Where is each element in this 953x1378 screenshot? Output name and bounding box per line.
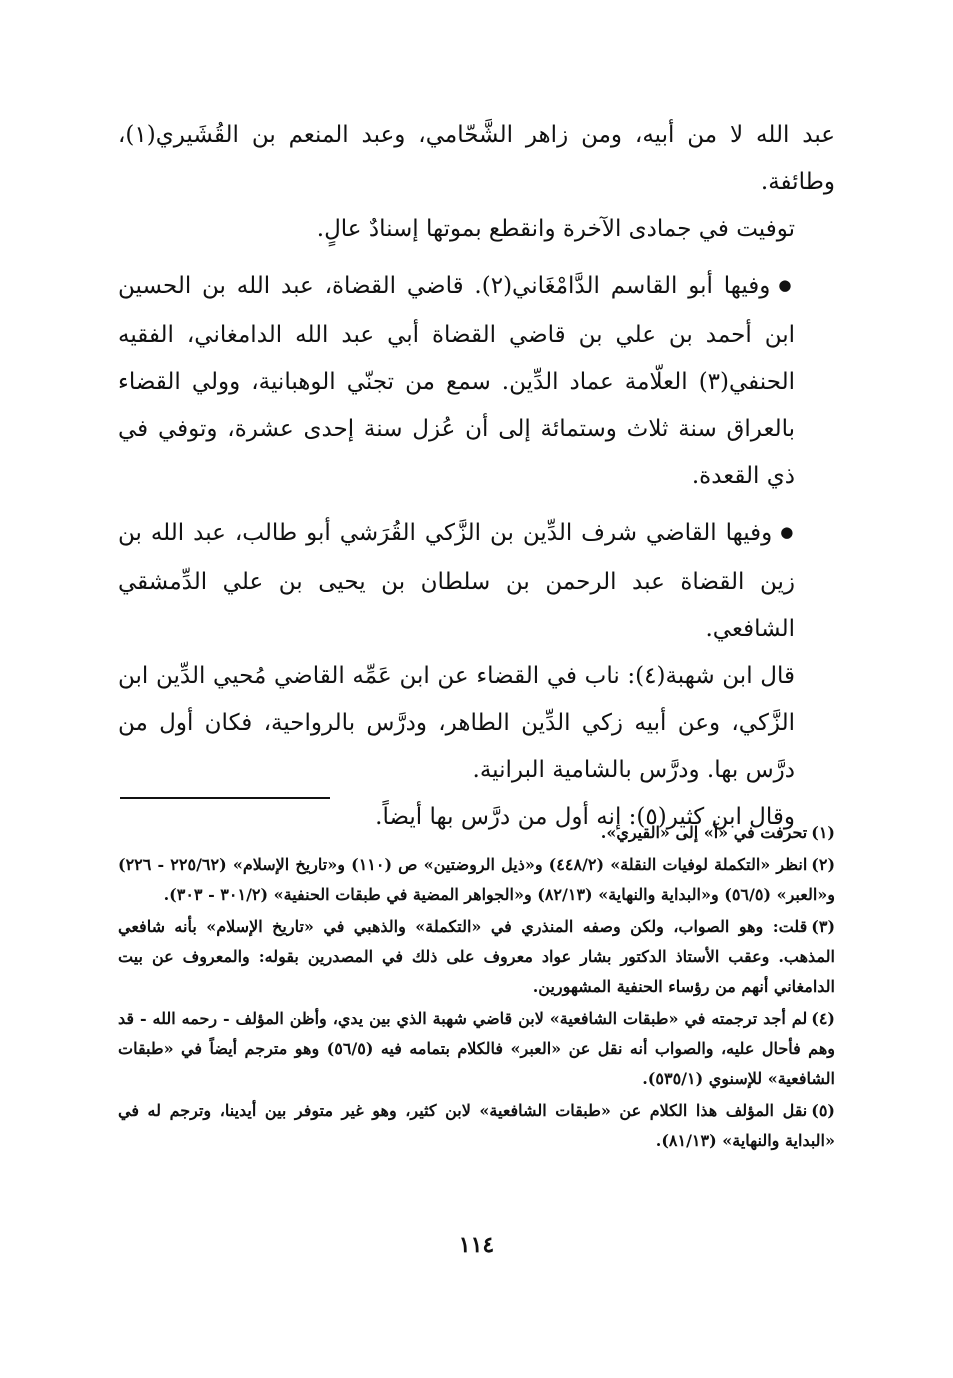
footnote-separator — [120, 797, 330, 799]
paragraph-1: عبد الله لا من أبيه، ومن زاهر الشَّحّامي، وعبد المنعم بن القُشَيري(١)، وطائفة. — [118, 122, 835, 195]
paragraph-4-text: وفيها القاضي شرف الدِّين بن الزَّكي القُرَشي أبو طالب، عبد الله بن زين القضاة عبد الرحمن بن سلطان بن يحيى بن علي الدِّمشقي الشافعي. — [118, 520, 795, 642]
footnote-text: انظر «التكملة لوفيات النقلة» (٤٤٨/٢) و«ذيل الروضتين» ص (١١٠) و«تاريخ الإسلام» (٢٢٥/٦٢ - ٢٢٦) و«العبر» (٥٦/٥) و«البداية والنهاية» (٨٢/١٣) و«الجواهر المضية في طبقات الحنفية» (٣٠١/٢ - ٣٠٣). — [118, 855, 835, 904]
footnote-text: نقل المؤلف هذا الكلام عن «طبقات الشافعية» لابن كثير، وهو غير متوفر بين أيدينا، وترجم له في «البداية والنهاية» (٨١/١٣). — [118, 1101, 835, 1150]
footnote-5 — [118, 1096, 835, 1156]
footnote-number: (٣) — [811, 917, 836, 936]
footnote-text: لم أجد ترجمته في «طبقات الشافعية» لابن قاضي شهبة الذي بين يدي، وأظن المؤلف - رحمه الله - قد وهم فأحال عليه، والصواب أنه نقل عن «العبر» فالكلام بتمامه فيه (٥٦/٥) وهو مترجم أيضاً في «طبقات الشافعية» للإسنوي (٥٣٥/١). — [118, 1009, 835, 1088]
footnote-number: (٤) — [811, 1009, 835, 1028]
footnote-3 — [118, 912, 835, 1002]
paragraph-3 — [118, 263, 835, 500]
bullet-icon: ● — [778, 276, 795, 294]
footnote-text: قلت: وهو الصواب، ولكن وصفه المنذري في «التكملة» والذهبي في «تاريخ الإسلام» بأنه شافعي المذهب. وعقب الأستاذ الدكتور بشار عواد معروف على ذلك في المصدرين بقوله: والمعروف عن بيت الدامغاني أنهم من رؤساء الحنفية المشهورين. — [118, 917, 835, 996]
footnote-text: تحرفت في «آ» إلى «القيري». — [600, 823, 808, 842]
footnote-number: (٥) — [811, 1101, 835, 1120]
page-number: ١١٤ — [458, 1232, 495, 1258]
paragraph-6: وقال ابن كثير(٥): إنه أول من درَّس بها أيضاً. — [375, 804, 795, 830]
paragraph-3-text: وفيها أبو القاسم الدَّامْغَاني(٢). قاضي القضاة، عبد الله بن الحسين ابن أحمد بن علي بن قاضي القضاة أبي عبد الله الدامغاني، الفقيه الحنفي(٣) العلّامة عماد الدِّين. سمع من تجنّي الوهبانية، وولي القضاء بالعراق سنة ثلاث وستمائة إلى أن عُزل سنة إحدى عشرة، وتوفي في ذي القعدة. — [118, 273, 795, 489]
main-text — [118, 112, 835, 841]
bullet-icon: ● — [780, 523, 795, 541]
footnote-1 — [118, 818, 835, 848]
footnote-number: (٢) — [811, 855, 836, 874]
paragraph-2: توفيت في جمادى الآخرة وانقطع بموتها إسنادٌ عالٍ. — [316, 216, 795, 242]
paragraph-4 — [118, 510, 835, 653]
footnotes — [118, 818, 835, 1158]
footnote-number: (١) — [811, 823, 835, 842]
footnote-4 — [118, 1004, 835, 1094]
paragraph-5: قال ابن شهبة(٤): ناب في القضاء عن ابن عَمِّه القاضي مُحيي الدِّين ابن الزَّكي، وعن أبيه زكي الدِّين الطاهر، ودرَّس بالرواحية، فكان أول من درَّس بها. ودرَّس بالشامية البرانية. — [118, 663, 795, 783]
footnote-2 — [118, 850, 835, 910]
